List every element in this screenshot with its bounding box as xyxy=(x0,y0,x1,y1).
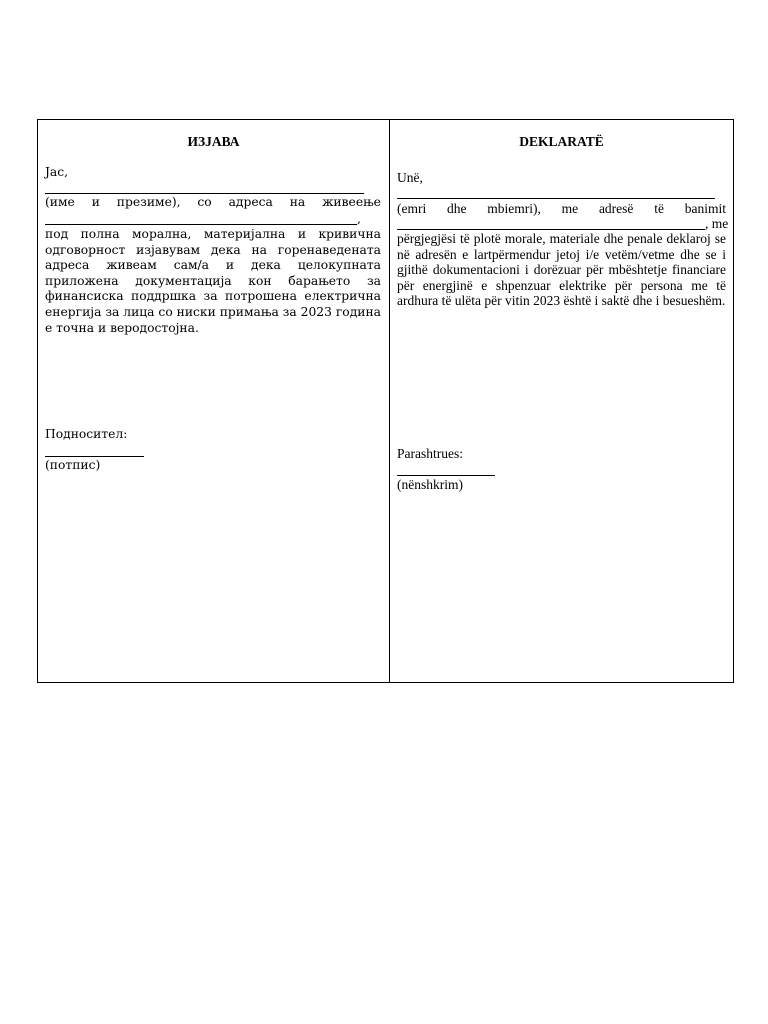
name-address-word: на xyxy=(289,195,306,209)
name-blank-line xyxy=(45,193,364,194)
macedonian-heading: ИЗЈАВА xyxy=(187,134,240,149)
albanian-heading: DEKLARATË xyxy=(519,134,604,149)
name-address-word: живеење xyxy=(322,195,381,209)
macedonian-column xyxy=(38,120,390,682)
signature-line xyxy=(45,456,144,457)
declaration-form-table xyxy=(37,119,734,683)
albanian-i-label: Unë, xyxy=(397,170,423,185)
name-address-word: (име xyxy=(45,195,75,209)
address-blank-line xyxy=(45,224,357,225)
emri-adresa-row xyxy=(397,201,726,217)
macedonian-i-label: Јас, xyxy=(45,165,69,179)
macedonian-declaration-text: под полна морална, материјална и кривична одговорност изјавувам дека на горенаведената адреса живеам сам/а и дека целокупната приложена документација кон барањето за финансиска поддршка за потрошена електрична енергија за лица со ниски примања за 2023 година е точна и веродостојна. xyxy=(45,227,381,335)
emri-adresa-word: (emri xyxy=(397,201,427,216)
name-address-word: адреса xyxy=(228,195,273,209)
signature-line xyxy=(397,475,495,476)
emri-adresa-word: mbiemri), xyxy=(487,201,541,216)
adresa-tail: , me xyxy=(705,216,729,231)
emri-adresa-word: të xyxy=(654,201,664,216)
emri-adresa-word: me xyxy=(561,201,579,216)
signature-caption: (потпис) xyxy=(45,458,101,472)
adresa-blank-line xyxy=(397,229,705,230)
albanian-column xyxy=(390,120,733,682)
name-address-word: со xyxy=(197,195,212,209)
emri-adresa-word: adresë xyxy=(598,201,634,216)
name-address-row xyxy=(45,195,381,209)
submitter-label: Parashtrues: xyxy=(397,446,463,461)
signature-caption: (nënshkrim) xyxy=(397,477,463,492)
emri-adresa-word: banimit xyxy=(684,201,726,216)
name-address-word: презиме), xyxy=(116,195,181,209)
emri-adresa-word: dhe xyxy=(447,201,467,216)
address-comma: , xyxy=(357,212,361,226)
albanian-declaration-text: përgjegjësi të plotë morale, materiale dhe penale deklaroj se në adresën e lartpërmendur jetoj i/e vetëm/vetme dhe se i gjithë dokumentacioni i dorëzuar për mbështetje financiare për energjinë e shpenzuar elektrike për persona me të ardhura të ulëta për vitin 2023 është i saktë dhe i besueshëm. xyxy=(397,231,726,309)
emri-blank-line xyxy=(397,198,715,199)
submitter-label: Подносител: xyxy=(45,427,128,441)
name-address-word: и xyxy=(91,195,100,209)
